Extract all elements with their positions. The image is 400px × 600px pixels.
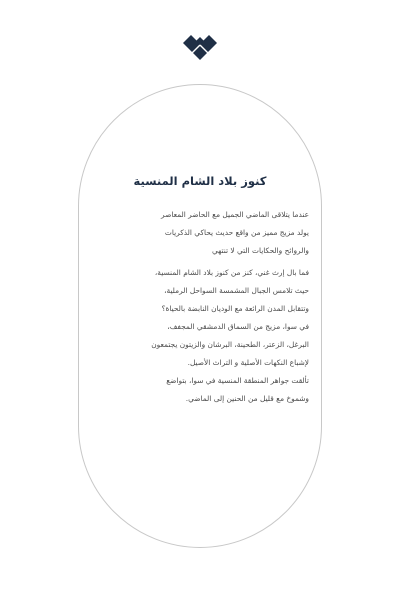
paragraph-line: لإشباع النكهات الأصلية و التراث الأصيل. [187,358,309,367]
paragraph-line: عندما يتلاقى الماضي الجميل مع الحاضر المعاصر [161,210,309,219]
paragraph-line: حيث تلامس الجبال المشمسة السواحل الرملية، [164,286,309,295]
paragraph-line: البرغل، الزعتر، الطحينة، البرشان والزيتون يجتمعون [151,340,309,349]
page-title: كنوز بلاد الشام المنسية [133,174,267,188]
paragraph-line: يولد مزيج مميز من واقع حديث يحاكي الذكريات [164,228,309,237]
brand-logo-icon [183,35,217,61]
paragraph-line: تألقت جواهر المنطقة المنسية في سوا، بتواضع [166,376,309,385]
paragraph-line: في سوا، مزيج من السماق الدمشقي المجفف، [167,322,309,331]
paragraph-line: فما بال إرث غني، كنز من كنوز بلاد الشام المنسية، [154,268,309,277]
paragraph-line: وتتقابل المدن الرائعة مع الوديان النابضة بالحياة؟ [161,304,309,313]
body-text [95,206,309,408]
paragraph-line: وشموخ مع قليل من الحنين إلى الماضي. [185,394,309,403]
paragraph-line: والروائح والحكايات التي لا تنتهي [211,246,309,255]
